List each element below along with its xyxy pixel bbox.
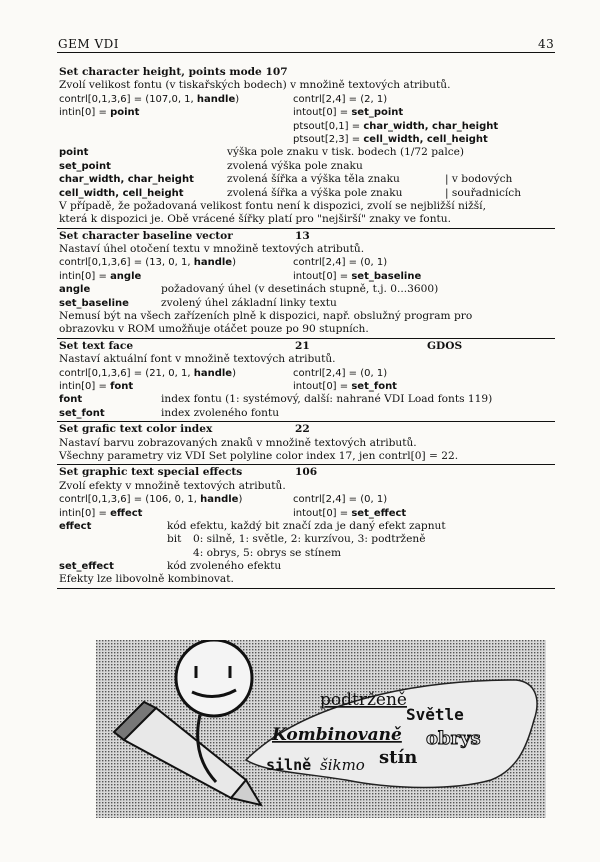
- param-desc: set_baseline zvolený úhel základní linky textu: [59, 296, 337, 309]
- section-rule: [57, 228, 555, 229]
- param-row: contrl[0,1,3,6] = (13, 0, 1, handle) contrl[2,4] = (0, 1): [59, 257, 388, 269]
- param-desc: cell_width, cell_height zvolená šířka a výška pole znaku | souřadnicích: [59, 186, 522, 199]
- param-row: intin[0] = font intout[0] = set_font: [59, 380, 397, 392]
- param-desc: set_font index zvoleného fontu: [59, 406, 280, 419]
- effect-bold: silně: [266, 756, 312, 774]
- param-desc: font index fontu (1: systémový, další: nahrané VDI Load fonts 119): [59, 393, 493, 406]
- section-rule: [57, 588, 555, 589]
- section-title: Set grafic text color index 22: [59, 423, 310, 436]
- content: [59, 66, 559, 590]
- effect-underlined: podtrženě: [320, 690, 407, 710]
- param-row: intin[0] = point intout[0] = set_point: [59, 107, 404, 119]
- param-row: contrl[0,1,3,6] = (106, 0, 1, handle) contrl[2,4] = (0, 1): [59, 494, 388, 506]
- section-rule: [57, 421, 555, 422]
- section-desc: Zvolí efekty v množině textových atributů.: [59, 479, 286, 492]
- running-header: GEM VDI: [58, 37, 119, 51]
- param-row: contrl[0,1,3,6] = (21, 0, 1, handle) contrl[2,4] = (0, 1): [59, 367, 388, 379]
- note: která k dispozici je. Obě vrácené šířky platí pro "nejširší" znaky ve fontu.: [59, 213, 451, 226]
- effect-combined: Kombinovaně: [272, 725, 402, 745]
- section-desc: Nastaví úhel otočení textu v množině textových atributů.: [59, 243, 365, 256]
- note: obrazovku v ROM umožňuje otáčet pouze po 90 stupních.: [59, 323, 369, 336]
- param-desc: set_effect kód zvoleného efektu: [59, 560, 282, 573]
- effect-shadow: stín: [379, 747, 418, 768]
- effect-italic: šikmo: [320, 756, 365, 774]
- section-title: Set character baseline vector 13: [59, 229, 310, 242]
- header-rule: [57, 52, 555, 53]
- effect-light: Světle: [406, 705, 464, 724]
- param-row: intin[0] = effect intout[0] = set_effect: [59, 507, 407, 519]
- param-row: ptsout[2,3] = cell_width, cell_height: [293, 133, 488, 145]
- section-rule: [57, 338, 555, 339]
- param-desc: bit 0: silně, 1: světle, 2: kurzívou, 3: podtrženě: [167, 533, 426, 546]
- note: Efekty lze libovolně kombinovat.: [59, 573, 234, 586]
- section-desc: Nastaví barvu zobrazovaných znaků v množině textových atributů.: [59, 436, 417, 449]
- section-rule: [57, 464, 555, 465]
- param-desc: point výška pole znaku v tisk. bodech (1/72 palce): [59, 146, 465, 159]
- effect-outline: obrys: [426, 728, 481, 749]
- text-effects-illustration: [96, 640, 546, 818]
- page-number: 43: [538, 37, 555, 51]
- param-row: intin[0] = angle intout[0] = set_baseline: [59, 270, 422, 282]
- section-title: Set text face 21 GDOS: [59, 339, 463, 352]
- note: Všechny parametry viz VDI Set polyline color index 17, jen contrl[0] = 22.: [59, 449, 459, 462]
- section-title: Set character height, points mode 107: [59, 66, 288, 78]
- param-row: ptsout[0,1] = char_width, char_height: [293, 120, 499, 132]
- param-desc: angle požadovaný úhel (v desetinách stupně, t.j. 0...3600): [59, 283, 439, 296]
- section-title: Set graphic text special effects 106: [59, 466, 318, 479]
- section-desc: Nastaví aktuální font v množině textových atributů.: [59, 353, 336, 366]
- param-row: contrl[0,1,3,6] = (107,0, 1, handle) contrl[2,4] = (2, 1): [59, 93, 388, 105]
- illustration-drawing: [96, 640, 546, 818]
- param-desc: effect kód efektu, každý bit značí zda je daný efekt zapnut: [59, 519, 446, 532]
- note: Nemusí být na všech zařízeních plně k dispozici, např. obslužný program pro: [59, 310, 473, 323]
- param-desc: char_width, char_height zvolená šířka a výška těla znaku | v bodových: [59, 173, 513, 186]
- param-desc: set_point zvolená výška pole znaku: [59, 159, 363, 172]
- note: V případě, že požadovaná velikost fontu není k dispozici, zvolí se nejbližší nižší,: [59, 199, 486, 212]
- section-desc: Zvolí velikost fontu (v tiskařských bodech) v množině textových atributů.: [59, 79, 451, 92]
- param-desc: 4: obrys, 5: obrys se stínem: [193, 546, 342, 559]
